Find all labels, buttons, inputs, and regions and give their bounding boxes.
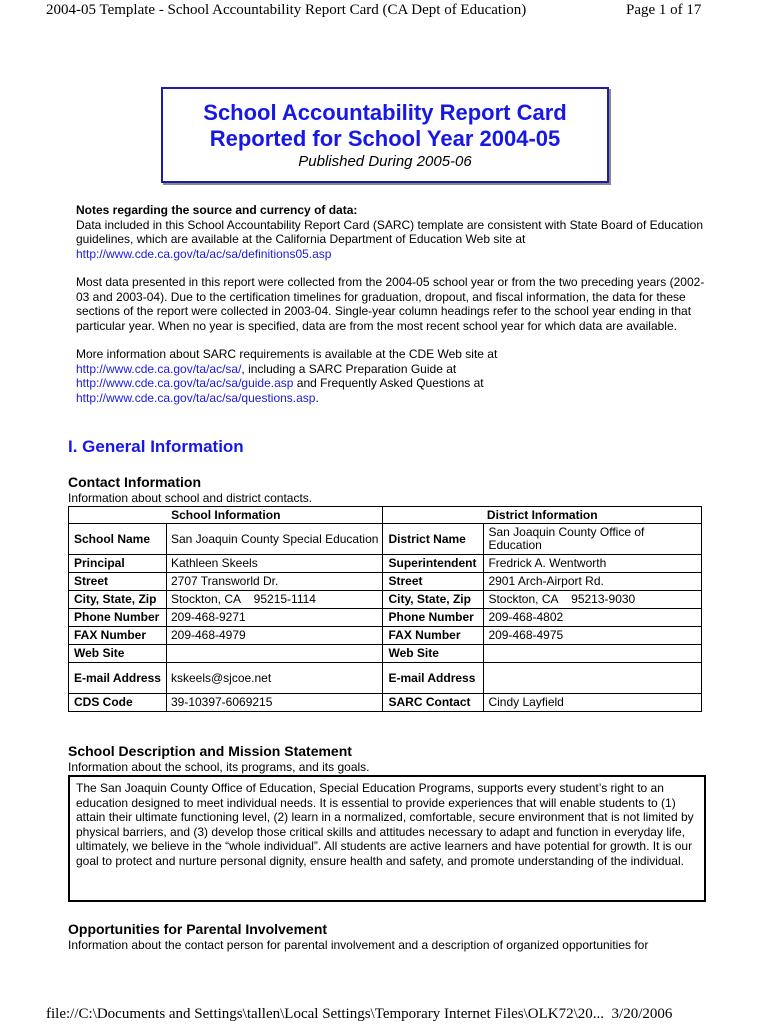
mission-statement-box: The San Joaquin County Office of Education, Special Education Programs, supports every student’s right to an education designed to meet individual needs. It is essential to provide experiences that will enable students to (1) attain their ultimate functioning level, (2) learn in a normalized, comfortable, secure environment that is not limited by physical barriers, and (3) develop those critical skills and attitudes necessary to adapt and function in everyday life, ultimately, we believe in the “whole individual”. All students are active learners and have potential for growth. It is our goal to protect and nurture personal dignity, ensure health and safety, and promote understanding of the individual. xyxy=(68,775,706,902)
row-label: Web Site xyxy=(383,645,484,663)
row-value: 2901 Arch-Airport Rd. xyxy=(484,573,702,591)
published-date: Published During 2005-06 xyxy=(298,153,472,170)
row-label: Web Site xyxy=(69,645,167,663)
mission-heading: School Description and Mission Statement xyxy=(68,743,352,759)
row-value xyxy=(484,663,702,694)
print-date: 3/20/2006 xyxy=(611,1006,673,1022)
table-row xyxy=(69,694,702,712)
parental-heading: Opportunities for Parental Involvement xyxy=(68,921,328,937)
table-row xyxy=(69,663,702,694)
notes-text: More information about SARC requirements is available at the CDE Web site at xyxy=(76,347,498,361)
mission-subtitle: Information about the school, its programs, and its goals. xyxy=(68,760,370,774)
page-number: Page 1 of 17 xyxy=(626,2,702,18)
notes-text: , including a SARC Preparation Guide at xyxy=(241,361,457,376)
row-label: Principal xyxy=(69,555,167,573)
row-value: Fredrick A. Wentworth xyxy=(484,555,702,573)
table-row xyxy=(69,555,702,573)
row-label: Superintendent xyxy=(383,555,484,573)
definitions-link[interactable]: http://www.cde.ca.gov/ta/ac/sa/definitions05.asp xyxy=(76,246,332,261)
row-value xyxy=(484,645,702,663)
report-year: Reported for School Year 2004-05 xyxy=(209,126,561,151)
title-box xyxy=(161,87,609,183)
contact-subtitle: Information about school and district contacts. xyxy=(68,491,313,505)
row-label: FAX Number xyxy=(69,627,167,645)
row-value: 209-468-4975 xyxy=(484,627,702,645)
row-label: City, State, Zip xyxy=(69,591,167,609)
notes-text: and Frequently Asked Questions at xyxy=(293,376,484,390)
notes-text: Data included in this School Accountability Report Card (SARC) template are consistent with State Board of Education guidelines, which are available at the California Department of Education Web site at xyxy=(76,217,703,246)
document-title: 2004-05 Template - School Accountability Report Card (CA Dept of Education) xyxy=(46,2,527,18)
table-row xyxy=(69,573,702,591)
notes-para-3 xyxy=(76,347,706,405)
notes-para-1 xyxy=(76,203,706,261)
section-title: I. General Information xyxy=(68,437,244,456)
faq-link[interactable]: http://www.cde.ca.gov/ta/ac/sa/questions.asp xyxy=(76,390,316,405)
table-row xyxy=(69,524,702,555)
row-label: Street xyxy=(69,573,167,591)
row-label: SARC Contact xyxy=(383,694,484,712)
file-path: file://C:\Documents and Settings\tallen\Local Settings\Temporary Internet Files\OLK72\20... xyxy=(46,1006,605,1022)
row-value: Cindy Layfield xyxy=(484,694,702,712)
row-value: Stockton, CA 95215-1114 xyxy=(166,591,383,609)
sarc-link[interactable]: http://www.cde.ca.gov/ta/ac/sa/ xyxy=(76,361,242,376)
row-value xyxy=(166,645,383,663)
notes-heading: Notes regarding the source and currency of data: xyxy=(76,203,358,217)
report-title: School Accountability Report Card xyxy=(203,100,567,125)
parental-subtitle: Information about the contact person for parental involvement and a description of organized opportunities for xyxy=(68,938,649,952)
row-value: Stockton, CA 95213-9030 xyxy=(484,591,702,609)
row-value: kskeels@sjcoe.net xyxy=(166,663,383,694)
row-label: Street xyxy=(383,573,484,591)
notes-text: . xyxy=(315,390,319,405)
row-value: 209-468-9271 xyxy=(166,609,383,627)
row-value: 209-468-4802 xyxy=(484,609,702,627)
row-label: School Name xyxy=(69,524,167,555)
contact-table xyxy=(68,506,702,712)
print-header xyxy=(0,0,770,22)
row-label: E-mail Address xyxy=(383,663,484,694)
row-value: Kathleen Skeels xyxy=(166,555,383,573)
row-label: Phone Number xyxy=(383,609,484,627)
contact-heading: Contact Information xyxy=(68,474,201,490)
row-value: San Joaquin County Special Education xyxy=(166,524,383,555)
guide-link[interactable]: http://www.cde.ca.gov/ta/ac/sa/guide.asp xyxy=(76,376,294,390)
notes-para-2: Most data presented in this report were collected from the 2004-05 school year or from the two preceding years (2002-03 and 2003-04). Due to the certification timelines for graduation, dropout, and fiscal information, the data for these sections of the report were collected in 2003-04. Single-year column headings refer to the school year ending in that particular year. When no year is specified, data are from the most recent school year for which data are available. xyxy=(76,275,705,333)
table-row xyxy=(69,609,702,627)
table-row xyxy=(69,591,702,609)
row-label: FAX Number xyxy=(383,627,484,645)
row-value: San Joaquin County Office of Education xyxy=(484,524,702,555)
print-footer xyxy=(46,1006,672,1023)
row-label: District Name xyxy=(383,524,484,555)
district-info-header: District Information xyxy=(383,507,702,524)
table-header-row xyxy=(69,507,702,524)
table-row xyxy=(69,645,702,663)
row-value: 2707 Transworld Dr. xyxy=(166,573,383,591)
row-value: 39-10397-6069215 xyxy=(166,694,383,712)
row-label: Phone Number xyxy=(69,609,167,627)
row-label: E-mail Address xyxy=(69,663,167,694)
row-value: 209-468-4979 xyxy=(166,627,383,645)
school-info-header: School Information xyxy=(69,507,383,524)
row-label: CDS Code xyxy=(69,694,167,712)
table-row xyxy=(69,627,702,645)
row-label: City, State, Zip xyxy=(383,591,484,609)
data-notes xyxy=(76,203,706,419)
